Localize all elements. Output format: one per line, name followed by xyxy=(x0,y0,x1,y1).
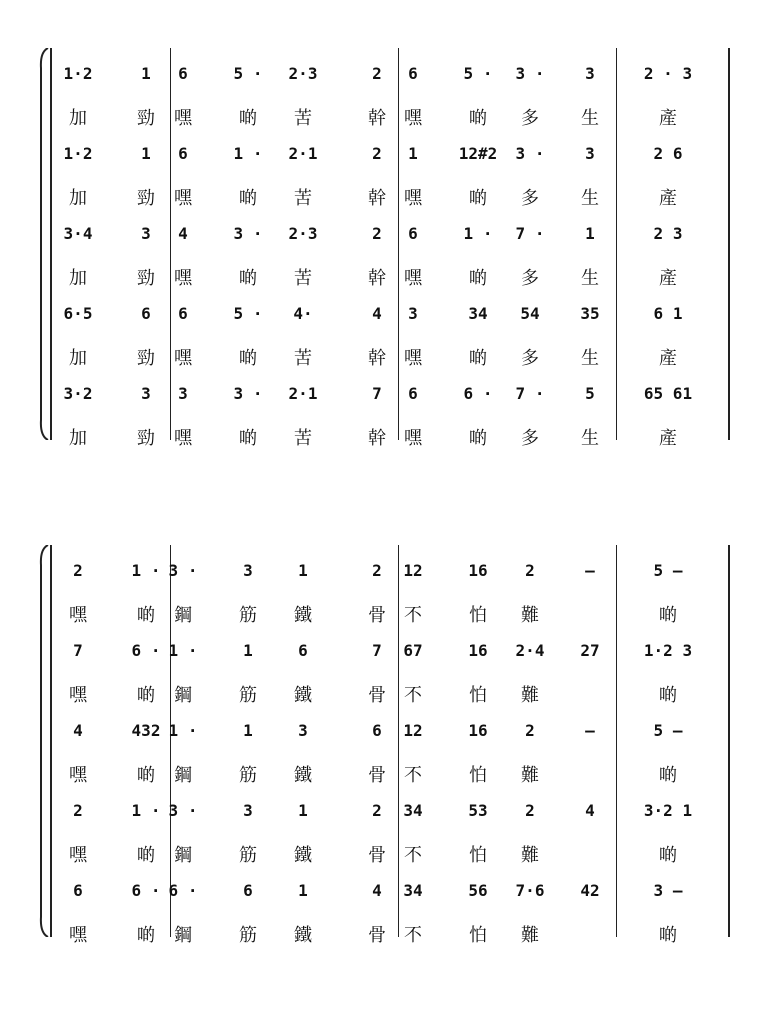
note-cell: 5 · xyxy=(463,64,493,83)
note-cell: 42 xyxy=(580,881,600,900)
note-cell: 2 3 xyxy=(653,224,683,243)
lyric-syllable: 啲 xyxy=(239,188,257,209)
note-cell: 6 xyxy=(178,144,188,163)
note-cell: 3 xyxy=(178,384,188,403)
lyric-syllable: 嘿 xyxy=(174,188,192,209)
note-cell: 6 xyxy=(243,881,253,900)
note-cell: 3 xyxy=(141,224,151,243)
note-cell: 6 xyxy=(408,64,418,83)
note-cell: 3 · xyxy=(515,144,545,163)
note-cell: 3 · xyxy=(233,224,263,243)
note-cell: 2 xyxy=(525,721,535,740)
note-cell: 3 — xyxy=(653,881,683,900)
note-cell: 3 xyxy=(243,561,253,580)
note-cell: 7 · xyxy=(515,384,545,403)
lyric-syllable: 嘿 xyxy=(69,605,87,626)
note-cell: 4· xyxy=(293,304,313,323)
note-cell: 4 xyxy=(178,224,188,243)
lyric-syllable: 啲 xyxy=(137,685,155,706)
lyric-syllable: 筋 xyxy=(239,845,257,866)
lyric-syllable: 勁 xyxy=(137,348,155,369)
note-cell: 1 xyxy=(298,561,308,580)
note-cell: 6 · xyxy=(131,881,161,900)
note-cell: 6·5 xyxy=(63,304,93,323)
lyric-syllable: 勁 xyxy=(137,108,155,129)
lyric-syllable: 嘿 xyxy=(174,268,192,289)
lyric-syllable: 鋼 xyxy=(174,925,192,946)
note-cell: 7 xyxy=(73,641,83,660)
lyric-syllable: 不 xyxy=(404,845,422,866)
lyric-syllable: 啲 xyxy=(137,845,155,866)
note-cell: 2 xyxy=(372,144,382,163)
lyric-syllable: 啲 xyxy=(239,428,257,449)
note-cell: 2 xyxy=(372,561,382,580)
note-cell: 3 · xyxy=(515,64,545,83)
note-cell: 6 xyxy=(372,721,382,740)
lyric-syllable: 啲 xyxy=(239,348,257,369)
note-cell: 16 xyxy=(468,721,488,740)
lyric-syllable: 骨 xyxy=(368,925,386,946)
lyric-syllable: 怕 xyxy=(469,605,487,626)
note-cell: 3·2 1 xyxy=(643,801,693,820)
note-cell: 67 xyxy=(403,641,423,660)
note-cell: 2·3 xyxy=(288,224,318,243)
lyric-syllable: 啲 xyxy=(469,108,487,129)
lyric-syllable: 怕 xyxy=(469,685,487,706)
note-cell: 1 xyxy=(298,801,308,820)
note-cell: 6 xyxy=(298,641,308,660)
note-cell: 2 xyxy=(372,801,382,820)
note-cell: 56 xyxy=(468,881,488,900)
note-cell: 3 · xyxy=(233,384,263,403)
note-cell: 6 xyxy=(408,224,418,243)
note-cell: 6 · xyxy=(131,641,161,660)
lyric-syllable: 嘿 xyxy=(404,428,422,449)
lyric-syllable: 啲 xyxy=(137,605,155,626)
note-cell: 3 · xyxy=(168,801,198,820)
note-cell: 3 xyxy=(243,801,253,820)
lyric-syllable: 嘿 xyxy=(404,348,422,369)
note-cell: 1 · xyxy=(233,144,263,163)
note-cell: 1 xyxy=(298,881,308,900)
note-cell: 1 · xyxy=(168,721,198,740)
lyric-syllable: 幹 xyxy=(368,108,386,129)
note-cell: 16 xyxy=(468,561,488,580)
note-cell: 2·3 xyxy=(288,64,318,83)
note-cell: 2 6 xyxy=(653,144,683,163)
note-cell: 3 · xyxy=(168,561,198,580)
lyric-syllable: 多 xyxy=(521,268,539,289)
lyric-syllable: 鐵 xyxy=(294,925,312,946)
note-cell: 1·2 xyxy=(63,64,93,83)
lyric-syllable: 苦 xyxy=(294,188,312,209)
note-cell: 12 xyxy=(403,561,423,580)
note-cell: 3 xyxy=(408,304,418,323)
note-cell: 1·2 xyxy=(63,144,93,163)
lyric-syllable: 不 xyxy=(404,765,422,786)
lyric-syllable: 苦 xyxy=(294,268,312,289)
lyric-syllable: 骨 xyxy=(368,685,386,706)
lyric-syllable: 苦 xyxy=(294,348,312,369)
note-cell: 35 xyxy=(580,304,600,323)
lyric-syllable: 不 xyxy=(404,685,422,706)
note-cell: 34 xyxy=(403,881,423,900)
note-cell: 12 xyxy=(403,721,423,740)
note-cell: 6 1 xyxy=(653,304,683,323)
lyric-syllable: 啲 xyxy=(137,765,155,786)
system-end-line xyxy=(728,48,730,440)
lyric-syllable: 啲 xyxy=(659,605,677,626)
lyric-syllable: 啲 xyxy=(659,845,677,866)
lyric-syllable: 生 xyxy=(581,268,599,289)
lyric-syllable: 加 xyxy=(69,188,87,209)
note-cell: 2 xyxy=(372,64,382,83)
lyric-syllable: 啲 xyxy=(469,268,487,289)
note-cell: 1 · xyxy=(131,561,161,580)
note-cell: 6 xyxy=(141,304,151,323)
lyric-syllable: 啲 xyxy=(659,765,677,786)
note-cell: 4 xyxy=(73,721,83,740)
lyric-syllable: 產 xyxy=(659,428,677,449)
lyric-syllable: 加 xyxy=(69,268,87,289)
note-cell: 6 · xyxy=(463,384,493,403)
lyric-syllable: 骨 xyxy=(368,845,386,866)
lyric-syllable: 產 xyxy=(659,348,677,369)
lyric-syllable: 嘿 xyxy=(174,428,192,449)
note-cell: 65 61 xyxy=(643,384,693,403)
lyric-syllable: 嘿 xyxy=(69,685,87,706)
lyric-syllable: 勁 xyxy=(137,268,155,289)
lyric-syllable: 怕 xyxy=(469,845,487,866)
lyric-syllable: 筋 xyxy=(239,925,257,946)
note-cell: 4 xyxy=(372,881,382,900)
note-cell: 4 xyxy=(372,304,382,323)
note-cell: 2 xyxy=(73,801,83,820)
note-cell: 1 xyxy=(243,721,253,740)
note-cell: 16 xyxy=(468,641,488,660)
lyric-syllable: 鐵 xyxy=(294,605,312,626)
note-cell: 3 xyxy=(585,144,595,163)
lyric-syllable: 鐵 xyxy=(294,765,312,786)
note-cell: 432 xyxy=(131,721,161,740)
lyric-syllable: 嘿 xyxy=(404,188,422,209)
note-cell: 7·6 xyxy=(515,881,545,900)
lyric-syllable: 難 xyxy=(521,765,539,786)
note-cell: 3 xyxy=(585,64,595,83)
lyric-syllable: 鐵 xyxy=(294,685,312,706)
note-cell: 2 · 3 xyxy=(643,64,693,83)
note-cell: 1·2 3 xyxy=(643,641,693,660)
lyric-syllable: 啲 xyxy=(469,188,487,209)
note-cell: 6 xyxy=(178,64,188,83)
note-cell: 1 xyxy=(243,641,253,660)
lyric-syllable: 嘿 xyxy=(174,108,192,129)
lyric-syllable: 嘿 xyxy=(69,845,87,866)
lyric-syllable: 勁 xyxy=(137,428,155,449)
note-cell: 2·4 xyxy=(515,641,545,660)
lyric-syllable: 難 xyxy=(521,685,539,706)
lyric-syllable: 多 xyxy=(521,188,539,209)
note-cell: 54 xyxy=(520,304,540,323)
note-cell: 2 xyxy=(73,561,83,580)
note-cell: 1 · xyxy=(463,224,493,243)
lyric-syllable: 難 xyxy=(521,925,539,946)
lyric-syllable: 嘿 xyxy=(69,925,87,946)
note-cell: 3·2 xyxy=(63,384,93,403)
lyric-syllable: 怕 xyxy=(469,925,487,946)
note-cell: 4 xyxy=(585,801,595,820)
note-cell: 3 xyxy=(141,384,151,403)
lyric-syllable: 產 xyxy=(659,188,677,209)
note-cell: 1 xyxy=(141,144,151,163)
lyric-syllable: 嘿 xyxy=(404,268,422,289)
lyric-syllable: 產 xyxy=(659,268,677,289)
note-cell: 34 xyxy=(468,304,488,323)
lyric-syllable: 多 xyxy=(521,108,539,129)
lyric-syllable: 不 xyxy=(404,605,422,626)
lyric-syllable: 筋 xyxy=(239,765,257,786)
lyric-syllable: 嘿 xyxy=(69,765,87,786)
note-cell: 12#2 xyxy=(458,144,498,163)
note-cell: 6 xyxy=(178,304,188,323)
note-cell: 5 — xyxy=(653,561,683,580)
lyric-syllable: 加 xyxy=(69,428,87,449)
lyric-syllable: 幹 xyxy=(368,188,386,209)
note-cell: 1 · xyxy=(168,641,198,660)
note-cell: 53 xyxy=(468,801,488,820)
lyric-syllable: 幹 xyxy=(368,348,386,369)
lyric-syllable: 骨 xyxy=(368,765,386,786)
note-cell: — xyxy=(585,721,595,740)
note-cell: 5 xyxy=(585,384,595,403)
note-cell: 7 xyxy=(372,384,382,403)
lyric-syllable: 啲 xyxy=(469,428,487,449)
note-cell: 1 xyxy=(408,144,418,163)
lyric-syllable: 加 xyxy=(69,108,87,129)
note-cell: 2·1 xyxy=(288,384,318,403)
lyric-syllable: 筋 xyxy=(239,685,257,706)
note-cell: 1 · xyxy=(131,801,161,820)
note-cell: 27 xyxy=(580,641,600,660)
lyric-syllable: 幹 xyxy=(368,428,386,449)
lyric-syllable: 加 xyxy=(69,348,87,369)
lyric-syllable: 難 xyxy=(521,605,539,626)
note-cell: 5 — xyxy=(653,721,683,740)
note-cell: 6 xyxy=(73,881,83,900)
lyric-syllable: 產 xyxy=(659,108,677,129)
lyric-syllable: 筋 xyxy=(239,605,257,626)
lyric-syllable: 啲 xyxy=(137,925,155,946)
note-cell: 2 xyxy=(372,224,382,243)
note-cell: 34 xyxy=(403,801,423,820)
lyric-syllable: 嘿 xyxy=(174,348,192,369)
note-cell: 3 xyxy=(298,721,308,740)
lyric-syllable: 鋼 xyxy=(174,845,192,866)
note-cell: 7 xyxy=(372,641,382,660)
note-cell: 2·1 xyxy=(288,144,318,163)
note-cell: 6 · xyxy=(168,881,198,900)
lyric-syllable: 生 xyxy=(581,188,599,209)
lyric-syllable: 怕 xyxy=(469,765,487,786)
lyric-syllable: 多 xyxy=(521,428,539,449)
lyric-syllable: 鐵 xyxy=(294,845,312,866)
lyric-syllable: 鋼 xyxy=(174,765,192,786)
lyric-syllable: 不 xyxy=(404,925,422,946)
note-cell: 7 · xyxy=(515,224,545,243)
lyric-syllable: 生 xyxy=(581,348,599,369)
lyric-syllable: 勁 xyxy=(137,188,155,209)
note-cell: 5 · xyxy=(233,304,263,323)
note-cell: — xyxy=(585,561,595,580)
lyric-syllable: 生 xyxy=(581,428,599,449)
lyric-syllable: 啲 xyxy=(659,685,677,706)
lyric-syllable: 啲 xyxy=(659,925,677,946)
lyric-syllable: 多 xyxy=(521,348,539,369)
lyric-syllable: 苦 xyxy=(294,108,312,129)
note-cell: 3·4 xyxy=(63,224,93,243)
note-cell: 1 xyxy=(585,224,595,243)
lyric-syllable: 生 xyxy=(581,108,599,129)
lyric-syllable: 啲 xyxy=(239,108,257,129)
note-cell: 2 xyxy=(525,561,535,580)
note-cell: 1 xyxy=(141,64,151,83)
lyric-syllable: 鋼 xyxy=(174,605,192,626)
note-cell: 2 xyxy=(525,801,535,820)
note-cell: 5 · xyxy=(233,64,263,83)
lyric-syllable: 啲 xyxy=(239,268,257,289)
lyric-syllable: 難 xyxy=(521,845,539,866)
note-cell: 6 xyxy=(408,384,418,403)
system-end-line xyxy=(728,545,730,937)
lyric-syllable: 苦 xyxy=(294,428,312,449)
lyric-syllable: 啲 xyxy=(469,348,487,369)
bar-line xyxy=(616,545,617,937)
lyric-syllable: 鋼 xyxy=(174,685,192,706)
lyric-syllable: 幹 xyxy=(368,268,386,289)
lyric-syllable: 嘿 xyxy=(404,108,422,129)
lyric-syllable: 骨 xyxy=(368,605,386,626)
